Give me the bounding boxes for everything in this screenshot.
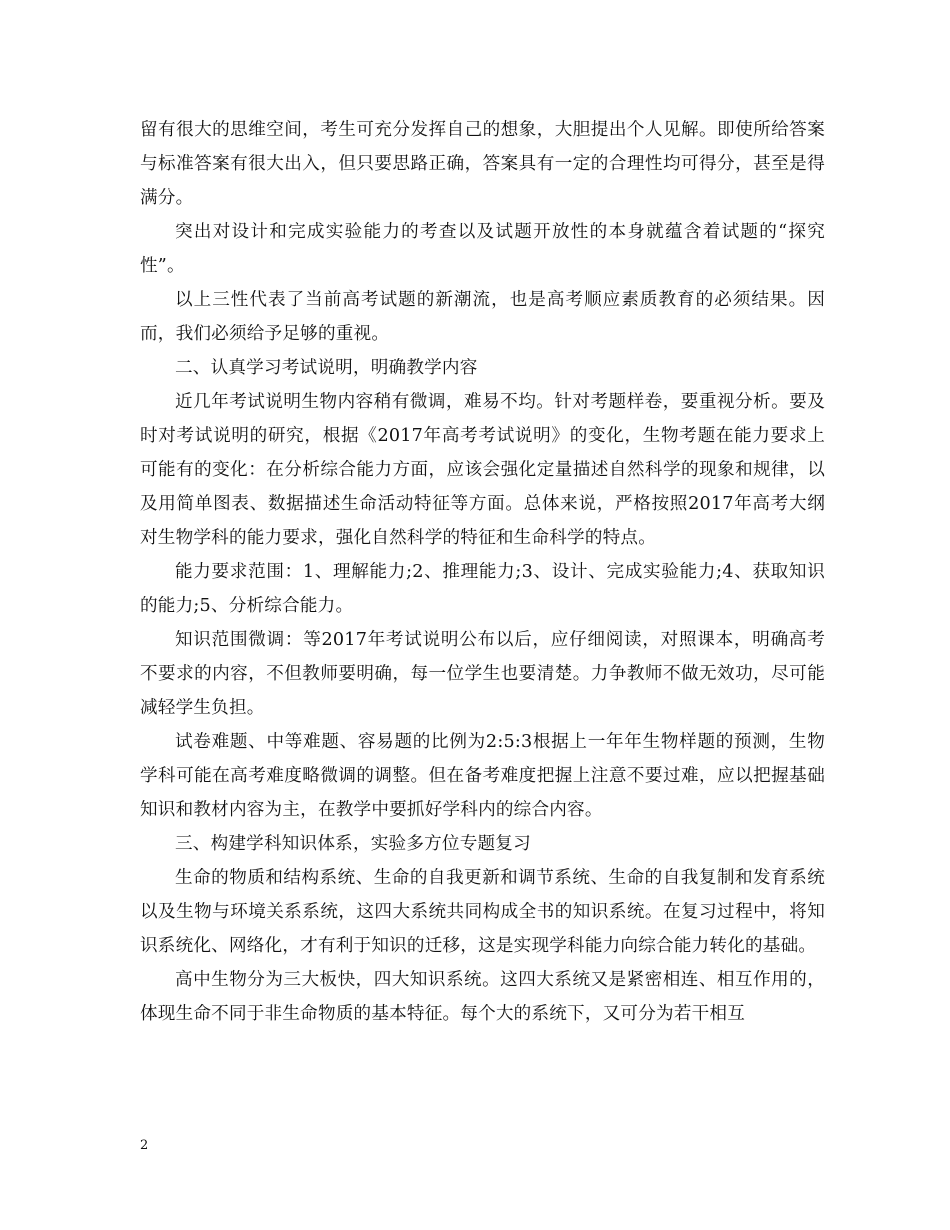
page-number: 2 (140, 1138, 149, 1153)
paragraph-4: 近几年考试说明生物内容稍有微调，难易不均。针对考题样卷，要重视分析。要及时对考试说明的研究，根据《2017年高考考试说明》的变化，生物考题在能力要求上可能有的变化：在分析综合能力方面，应该会强化定量描述自然科学的现象和规律，以及用简单图表、数据描述生命活动特征等方面。总体来说，严格按照2017年高考大纲对生物学科的能力要求，强化自然科学的特征和生命科学的特点。 (140, 392, 825, 548)
paragraph-7: 试卷难题、中等难题、容易题的比例为2:5:3根据上一年年生物样题的预测，生物学科可能在高考难度略微调的调整。但在备考难度把握上注意不要过难，应以把握基础知识和教材内容为主，在教学中要抓好学科内的综合内容。 (140, 732, 825, 820)
paragraph-1: 留有很大的思维空间，考生可充分发挥自己的想象，大胆提出个人见解。即使所给答案与标准答案有很大出入，但只要思路正确，答案具有一定的合理性均可得分，甚至是得满分。 (140, 120, 825, 208)
paragraph-2: 突出对设计和完成实验能力的考查以及试题开放性的本身就蕴含着试题的“探究性”。 (140, 222, 825, 276)
paragraph-3: 以上三性代表了当前高考试题的新潮流，也是高考顺应素质教育的必须结果。因而，我们必须给予足够的重视。 (140, 290, 825, 344)
paragraph-8: 生命的物质和结构系统、生命的自我更新和调节系统、生命的自我复制和发育系统以及生物与环境关系系统，这四大系统共同构成全书的知识系统。在复习过程中，将知识系统化、网络化，才有利于知识的迁移，这是实现学科能力向综合能力转化的基础。 (140, 868, 825, 956)
section-heading-3: 三、构建学科知识体系，实验多方位专题复习 (175, 834, 531, 854)
section-heading-2: 二、认真学习考试说明，明确教学内容 (175, 358, 478, 378)
paragraph-6: 知识范围微调：等2017年考试说明公布以后，应仔细阅读，对照课本，明确高考不要求的内容，不但教师要明确，每一位学生也要清楚。力争教师不做无效功，尽可能减轻学生负担。 (140, 630, 825, 718)
paragraph-9: 高中生物分为三大板快，四大知识系统。这四大系统又是紧密相连、相互作用的，体现生命不同于非生命物质的基本特征。每个大的系统下，又可分为若干相互 (140, 970, 825, 1024)
document-body (140, 113, 825, 1031)
paragraph-5: 能力要求范围：1、理解能力;2、推理能力;3、设计、完成实验能力;4、获取知识的能力;5、分析综合能力。 (140, 562, 825, 616)
